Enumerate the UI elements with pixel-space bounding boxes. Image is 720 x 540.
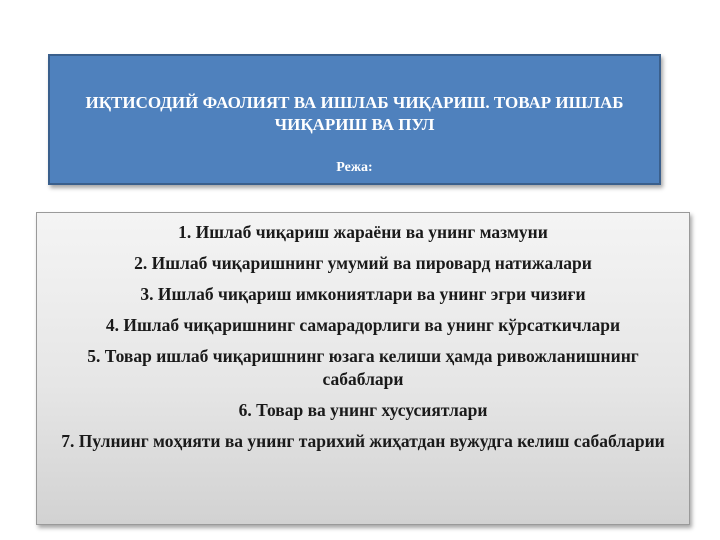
plan-heading: Режа: <box>336 160 373 175</box>
slide-title: ИҚТИСОДИЙ ФАОЛИЯТ ВА ИШЛАБ ЧИҚАРИШ. ТОВАР ИШЛАБ ЧИҚАРИШ ВА ПУЛ <box>85 93 624 134</box>
plan-item-6: 6. Товар ва унинг хусусиятлари <box>238 400 488 420</box>
plan-item-2: 2. Ишлаб чиқаришнинг умумий ва пировард натижалари <box>134 253 592 273</box>
plan-item-3: 3. Ишлаб чиқариш имкониятлари ва унинг эгри чизиғи <box>140 284 586 304</box>
plan-box <box>36 212 690 525</box>
plan-item-5: 5. Товар ишлаб чиқаришнинг юзага келиши ҳамда ривожланишнинг сабаблари <box>87 346 639 389</box>
title-box <box>48 54 661 185</box>
plan-item-4: 4. Ишлаб чиқаришнинг самарадорлиги ва унинг кўрсаткичлари <box>105 315 621 335</box>
plan-list <box>47 221 679 453</box>
plan-item-1: 1. Ишлаб чиқариш жараёни ва унинг мазмуни <box>178 222 548 242</box>
plan-item-7: 7. Пулнинг моҳияти ва унинг тарихий жиҳатдан вужудга келиш сабабларии <box>61 431 665 451</box>
